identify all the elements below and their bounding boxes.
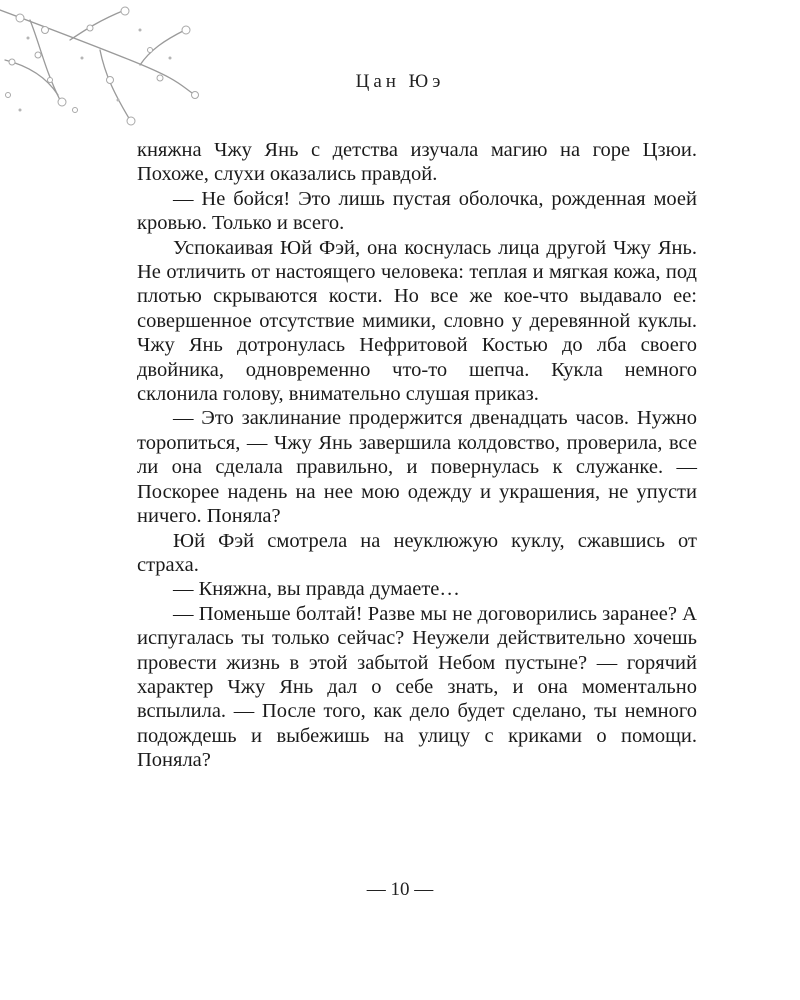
page-number: — 10 — bbox=[366, 879, 434, 900]
paragraph: — Не бойся! Это лишь пустая оболочка, рожденная моей кровью. Только и всего. bbox=[137, 187, 697, 235]
paragraph: Юй Фэй смотрела на неуклюжую куклу, сжавшись от страха. bbox=[137, 529, 697, 576]
paragraph: княжна Чжу Янь с детства изучала магию на горе Цзюи. Похоже, слухи оказались правдой. bbox=[137, 139, 697, 186]
running-head: Цан Юэ bbox=[355, 71, 445, 92]
body-text bbox=[137, 138, 697, 773]
paragraph: — Поменьше болтай! Разве мы не договорились заранее? А испугалась ты только сейчас? Неужели действительно хочешь провести жизнь в этой забытой Небом пустыне? — горячий характер Чжу Янь дал о себе знать, и она моментально вспылила. — После того, как дело будет сделано, ты немного подождешь и выбежишь на улицу с криками о помощи. Поняла? bbox=[137, 602, 697, 772]
paragraph: — Это заклинание продержится двенадцать часов. Нужно торопиться, — Чжу Янь завершила колдовство, проверила, все ли она сделала правильно, и повернулась к служанке. — Поскорее надень на нее мою одежду и украшения, не упусти ничего. Поняла? bbox=[137, 407, 697, 528]
blossom-branch-icon bbox=[0, 0, 200, 140]
paragraph: Успокаивая Юй Фэй, она коснулась лица другой Чжу Янь. Не отличить от настоящего человека: теплая и мягкая кожа, под плотью скрываются кости. Но все же кое-что выдавало ее: совершенное отсутствие мимики, словно у деревянной куклы. Чжу Янь дотронулась Нефритовой Костью до лба своего двойника, одновременно что-то шепча. Кукла немного склонила голову, внимательно слушая приказ. bbox=[137, 236, 697, 406]
paragraph: — Княжна, вы правда думаете… bbox=[173, 578, 460, 601]
